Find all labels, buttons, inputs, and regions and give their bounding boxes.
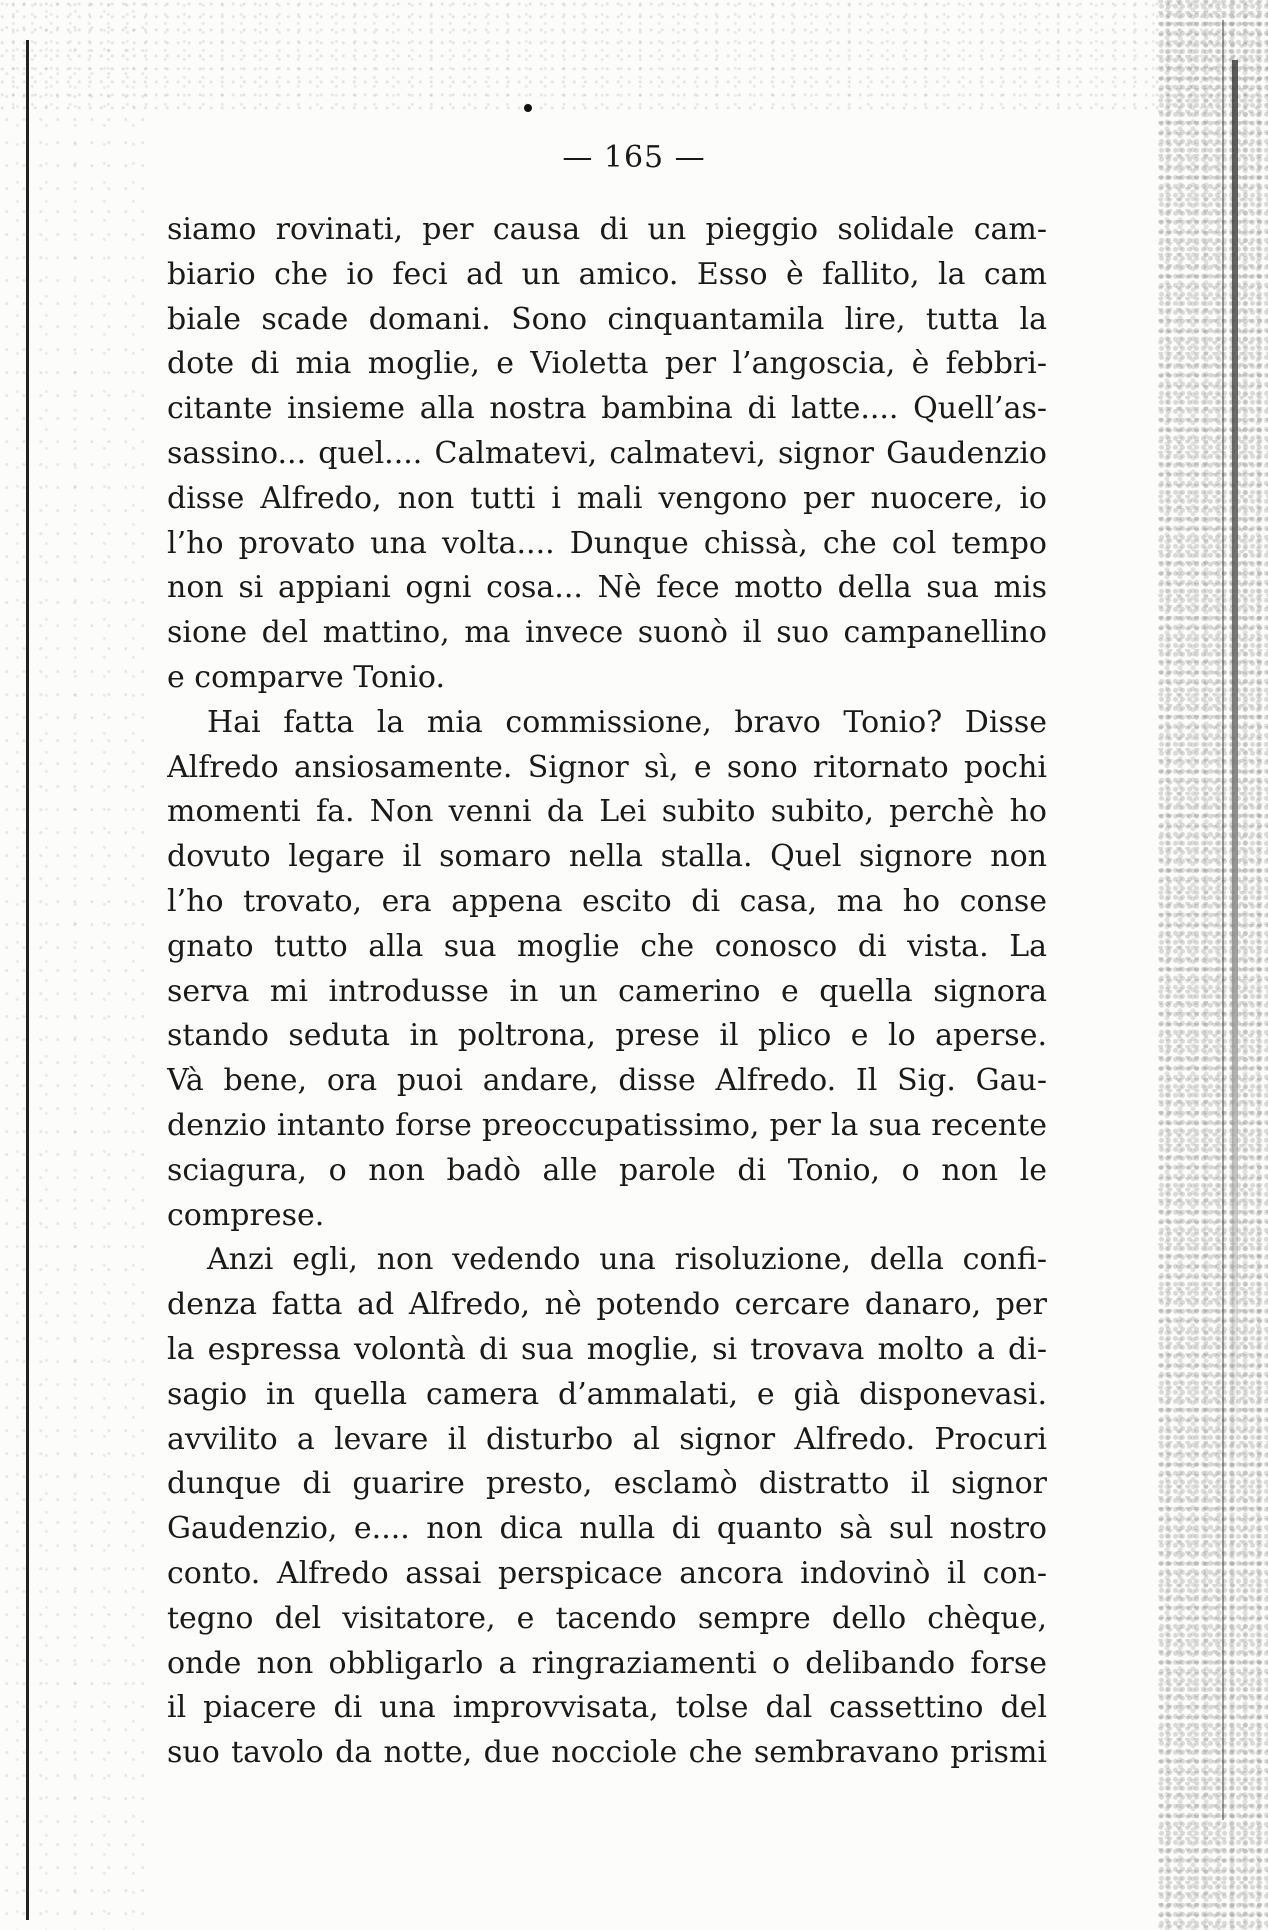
scan-noise-top — [0, 0, 1268, 110]
text-line: Gaudenzio, e.... non dica nulla di quanto sà sul nostro — [167, 1511, 1047, 1547]
paragraph-2 — [167, 701, 1047, 1239]
text-line: sagio in quella camera d’ammalati, e già disponevasi. — [167, 1376, 1047, 1412]
text-line: siamo rovinati, per causa di un pieggio solidale cam- — [167, 212, 1047, 247]
text-line: sassino... quel.... Calmatevi, calmatevi, signor Gaudenzio — [167, 435, 1047, 471]
text-line: sione del mattino, ma invece suonò il suo campanellino — [167, 615, 1047, 651]
text-line: momenti fa. Non venni da Lei subito subito, perchè ho — [167, 794, 1047, 830]
page-number: — 165 — — [562, 140, 706, 175]
text-line: Alfredo ansiosamente. Signor sì, e sono ritornato pochi — [167, 749, 1047, 785]
text-line: sciagura, o non badò alle parole di Tonio, o non le — [167, 1152, 1047, 1188]
scan-noise-right — [1158, 0, 1268, 1930]
text-line: il piacere di una improvvisata, tolse dal cassettino del — [167, 1690, 1047, 1726]
text-line: disse Alfredo, non tutti i mali vengono per nuocere, io — [167, 480, 1047, 516]
text-line: e comparve Tonio. — [167, 659, 445, 695]
text-line: citante insieme alla nostra bambina di latte.... Quell’as- — [167, 391, 1047, 427]
text-line: denzio intanto forse preoccupatissimo, per la sua recente — [167, 1107, 1047, 1143]
text-line: biario che io feci ad un amico. Esso è fallito, la cam — [167, 256, 1047, 292]
paragraph-3 — [167, 1238, 1047, 1776]
text-line: Anzi egli, non vedendo una risoluzione, della confi- — [207, 1242, 1047, 1278]
text-line: onde non obbligarlo a ringraziamenti o delibando forse — [167, 1645, 1047, 1681]
text-line: tegno del visitatore, e tacendo sempre dello chèque, — [167, 1600, 1047, 1636]
text-line: dunque di guarire presto, esclamò distratto il signor — [167, 1466, 1047, 1502]
body-text — [167, 208, 1047, 1776]
text-line: dote di mia moglie, e Violetta per l’angoscia, è febbri- — [167, 346, 1047, 382]
page-edge-right-inner — [1222, 20, 1224, 1820]
page-edge-left — [26, 40, 29, 1920]
text-line: serva mi introdusse in un camerino e quella signora — [167, 973, 1047, 1009]
text-line: suo tavolo da notte, due nocciole che sembravano prismi — [167, 1735, 1047, 1771]
text-line: l’ho trovato, era appena escito di casa, ma ho conse — [167, 883, 1047, 919]
paragraph-1 — [167, 208, 1047, 701]
text-line: gnato tutto alla sua moglie che conosco di vista. La — [167, 928, 1047, 964]
text-line: comprese. — [167, 1197, 325, 1233]
text-line: conto. Alfredo assai perspicace ancora indovinò il con- — [167, 1555, 1047, 1591]
text-line: biale scade domani. Sono cinquantamila lire, tutta la — [167, 301, 1047, 337]
text-line: la espressa volontà di sua moglie, si trovava molto a di- — [167, 1331, 1047, 1367]
scan-noise-left — [0, 0, 150, 1930]
text-line: stando seduta in poltrona, prese il plico e lo aperse. — [167, 1018, 1047, 1054]
text-line: denza fatta ad Alfredo, nè potendo cercare danaro, per — [167, 1287, 1047, 1323]
text-line: Hai fatta la mia commissione, bravo Tonio? Disse — [207, 704, 1047, 740]
text-line: avvilito a levare il disturbo al signor Alfredo. Procuri — [167, 1421, 1047, 1457]
text-line: non si appiani ogni cosa... Nè fece motto della sua mis — [167, 570, 1047, 606]
page-edge-right — [1232, 60, 1238, 1460]
text-line: Và bene, ora puoi andare, disse Alfredo. Il Sig. Gau- — [167, 1063, 1047, 1099]
ink-dot — [524, 104, 532, 112]
text-line: l’ho provato una volta.... Dunque chissà, che col tempo — [167, 525, 1047, 561]
text-line: dovuto legare il somaro nella stalla. Quel signore non — [167, 839, 1047, 875]
